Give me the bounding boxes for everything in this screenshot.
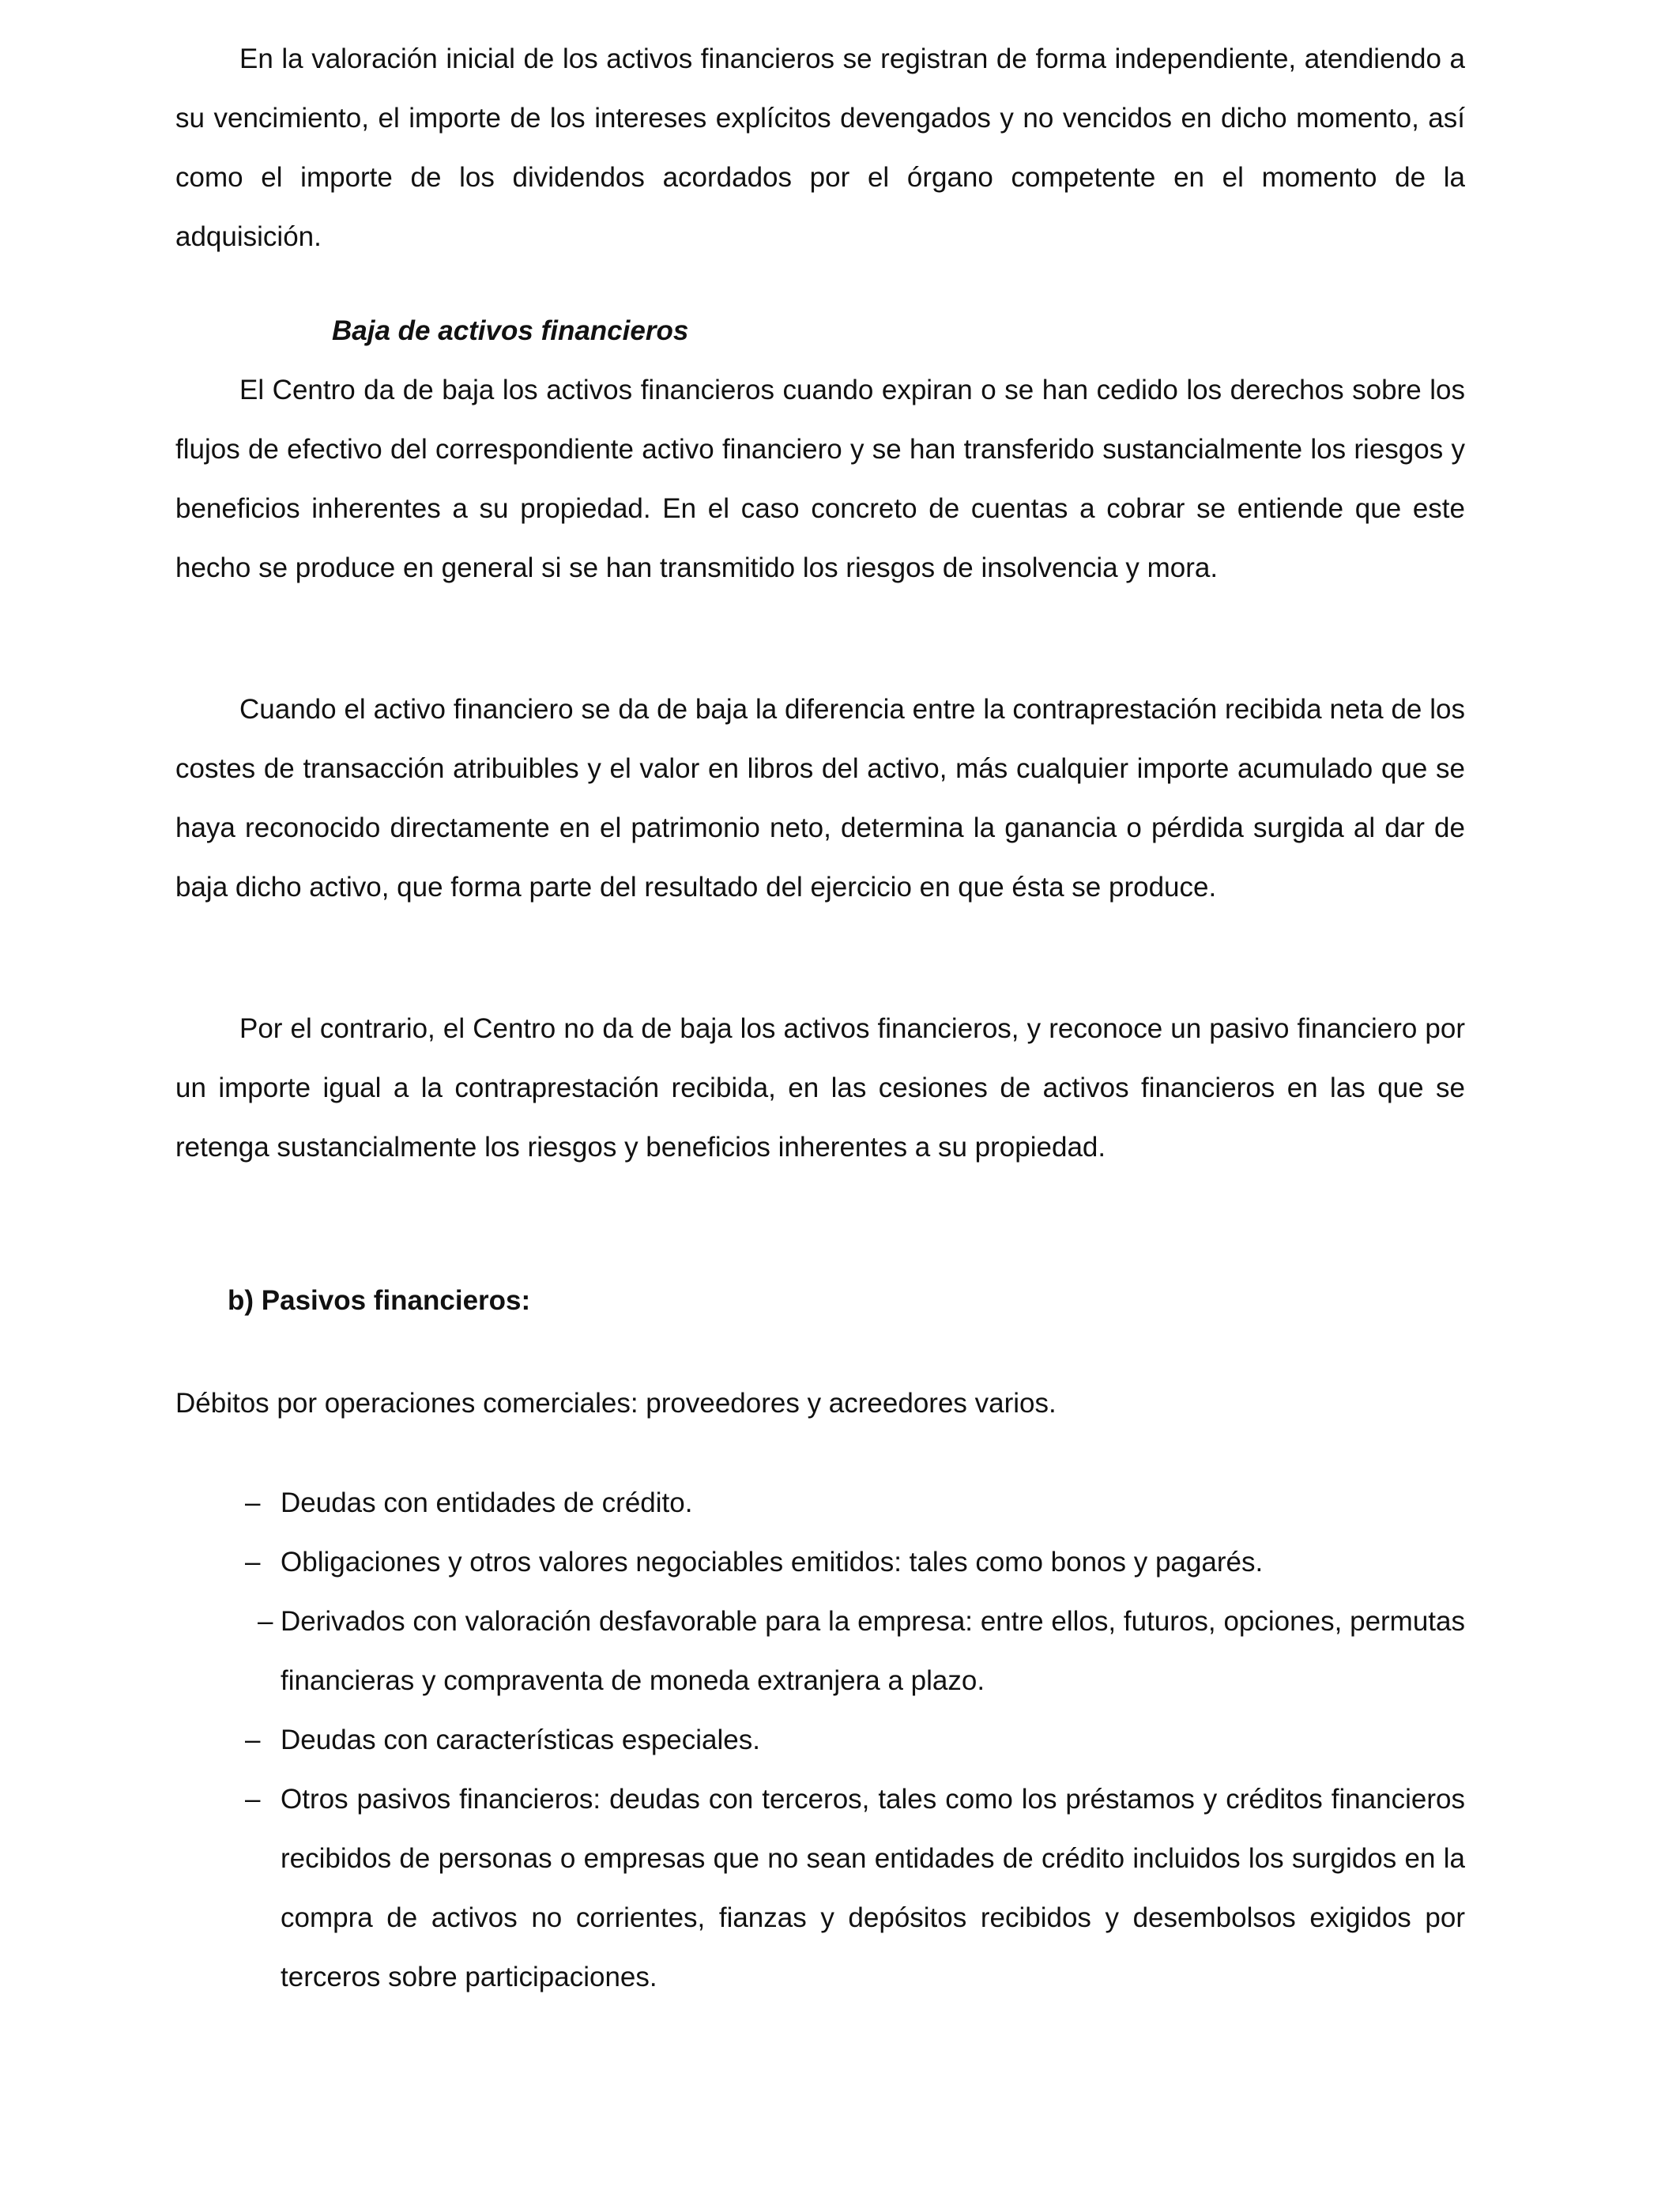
list-item <box>175 1770 1465 2007</box>
list-item-text: Derivados con valoración desfavorable para la empresa: entre ellos, futuros, opciones, permutas financieras y compraventa de moneda extranjera a plazo. <box>281 1606 1465 1696</box>
paragraph-valoracion-inicial: En la valoración inicial de los activos financieros se registran de forma independiente, atendiendo a su vencimiento, el importe de los intereses explícitos devengados y no vencidos en dicho momento, así como el importe de los dividendos acordados por el órgano competente en el momento de la adquisición. <box>175 43 1465 252</box>
paragraph-no-baja: Por el contrario, el Centro no da de baja los activos financieros, y reconoce un pasivo financiero por un importe igual a la contraprestación recibida, en las cesiones de activos financieros en las que se retenga sustancialmente los riesgos y beneficios inherentes a su propiedad. <box>175 1013 1465 1163</box>
list-item-text: Otros pasivos financieros: deudas con terceros, tales como los préstamos y créditos financieros recibidos de personas o empresas que no sean entidades de crédito incluidos los surgidos en la compra de activos no corrientes, fianzas y depósitos recibidos y desembolsos exigidos por terceros sobre participaciones. <box>281 1784 1465 1992</box>
list-item-text: Deudas con características especiales. <box>281 1725 760 1755</box>
pasivos-list <box>175 1473 1465 2007</box>
heading-baja-activos: Baja de activos financieros <box>332 315 689 346</box>
list-item <box>175 1710 1465 1770</box>
dash-bullet: – <box>245 1725 261 1755</box>
dash-bullet: – <box>245 1547 261 1578</box>
list-item-text: Obligaciones y otros valores negociables emitidos: tales como bonos y pagarés. <box>281 1547 1264 1578</box>
list-item-text: Deudas con entidades de crédito. <box>281 1487 693 1518</box>
list-item <box>175 1473 1465 1532</box>
dash-bullet: – <box>245 1784 261 1815</box>
dash-bullet: – <box>258 1606 273 1637</box>
list-item <box>175 1532 1465 1592</box>
paragraph-debitos: Débitos por operaciones comerciales: proveedores y acreedores varios. <box>175 1388 1057 1419</box>
paragraph-baja-activos: El Centro da de baja los activos financieros cuando expiran o se han cedido los derechos sobre los flujos de efectivo del correspondiente activo financiero y se han transferido sustancialmente los riesgos y beneficios inherentes a su propiedad. En el caso concreto de cuentas a cobrar se entiende que este hecho se produce en general si se han transmitido los riesgos de insolvencia y mora. <box>175 375 1465 583</box>
dash-bullet: – <box>245 1487 261 1518</box>
heading-pasivos-financieros: b) Pasivos financieros: <box>228 1285 531 1316</box>
paragraph-diferencia-contraprestacion: Cuando el activo financiero se da de baja la diferencia entre la contraprestación recibida neta de los costes de transacción atribuibles y el valor en libros del activo, más cualquier importe acumulado que se haya reconocido directamente en el patrimonio neto, determina la ganancia o pérdida surgida al dar de baja dicho activo, que forma parte del resultado del ejercicio en que ésta se produce. <box>175 694 1465 903</box>
list-item <box>175 1592 1465 1710</box>
